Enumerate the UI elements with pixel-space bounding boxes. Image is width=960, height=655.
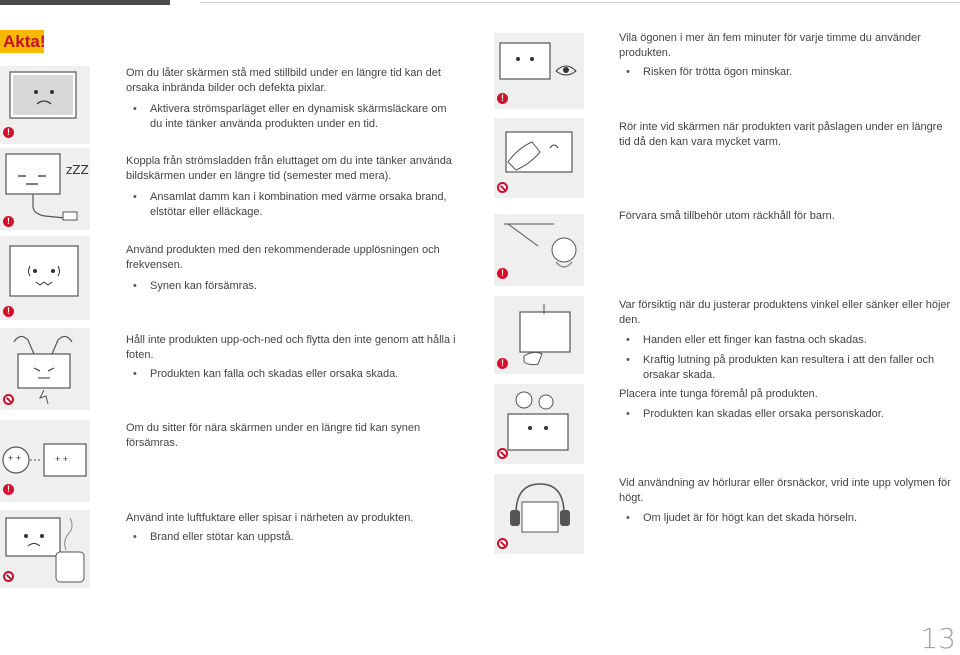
angle-bullet-1: • Handen eller ett finger kan fastna och skadas. xyxy=(619,333,957,348)
prohibit-icon xyxy=(3,394,14,405)
resolution-section xyxy=(126,243,461,294)
still-image-illustration xyxy=(0,66,90,144)
rest-eyes-illustration xyxy=(494,33,584,109)
prohibit-icon xyxy=(497,448,508,459)
unplug-text: Koppla från strömsladden från eluttaget om du inte tänker använda bildskärmen under en längre tid (semester med mera). xyxy=(126,155,452,182)
distance-section xyxy=(126,421,471,451)
humidifier-bullet: • Brand eller stötar kan uppstå. xyxy=(126,530,471,545)
heavy-objects-text: Placera inte tunga föremål på produkten. xyxy=(619,388,818,400)
prohibit-icon xyxy=(497,538,508,549)
humidifier-section xyxy=(126,511,471,545)
warning-icon xyxy=(3,484,14,495)
svg-text:zZZ: zZZ xyxy=(66,163,89,177)
unplug-bullet: • Ansamlat damm kan i kombination med värme orsaka brand, elstötar eller elläckage. xyxy=(126,190,461,220)
angle-illustration xyxy=(494,296,584,374)
warning-icon xyxy=(3,216,14,227)
resolution-illustration xyxy=(0,236,90,320)
svg-text:+ +: + + xyxy=(55,454,69,464)
heavy-objects-illustration xyxy=(494,384,584,464)
resolution-bullet: • Synen kan försämras. xyxy=(126,279,461,294)
still-image-section xyxy=(126,66,461,132)
hold-text: Håll inte produkten upp-och-ned och flytta den inte genom att hålla i foten. xyxy=(126,334,456,361)
prohibit-icon xyxy=(497,182,508,193)
headphones-bullet: • Om ljudet är för högt kan det skada hörseln. xyxy=(619,511,957,526)
header-bar xyxy=(0,0,170,5)
hot-screen-text: Rör inte vid skärmen när produkten varit påslagen under en längre tid då den kan vara mycket varm. xyxy=(619,121,943,148)
hot-screen-illustration xyxy=(494,118,584,198)
angle-text: Var försiktig när du justerar produktens vinkel eller sänker eller höjer den. xyxy=(619,299,951,326)
rest-eyes-bullet: • Risken för trötta ögon minskar. xyxy=(619,65,957,80)
hot-screen-section xyxy=(619,120,957,150)
heavy-objects-bullet: • Produkten kan skadas eller orsaka personskador. xyxy=(619,407,957,422)
header-rule xyxy=(200,2,960,3)
small-parts-text: Förvara små tillbehör utom räckhåll för barn. xyxy=(619,210,835,222)
angle-section xyxy=(619,298,957,383)
warning-icon xyxy=(497,93,508,104)
distance-illustration xyxy=(0,420,90,502)
headphones-section xyxy=(619,476,957,526)
headphones-text: Vid användning av hörlurar eller örsnäckor, vrid inte upp volymen för högt. xyxy=(619,477,951,504)
hold-bullet: • Produkten kan falla och skadas eller orsaka skada. xyxy=(126,367,471,382)
small-parts-illustration xyxy=(494,214,584,286)
angle-bullet-2: • Kraftig lutning på produkten kan resultera i att den faller och orsakar skada. xyxy=(619,353,957,383)
humidifier-text: Använd inte luftfuktare eller spisar i närheten av produkten. xyxy=(126,512,414,524)
small-parts-section xyxy=(619,209,957,224)
warning-icon xyxy=(3,127,14,138)
still-image-bullet: • Aktivera strömsparläget eller en dynamisk skärmsläckare om du inte tänker använda produkten under en tid. xyxy=(126,102,461,132)
unplug-illustration xyxy=(0,148,90,230)
still-image-text: Om du låter skärmen stå med stillbild under en längre tid kan det orsaka inbrända bilder och defekta pixlar. xyxy=(126,67,441,94)
svg-text:+ +: + + xyxy=(8,453,22,463)
rest-eyes-section xyxy=(619,31,957,80)
warning-icon xyxy=(497,358,508,369)
hold-illustration xyxy=(0,328,90,410)
rest-eyes-text: Vila ögonen i mer än fem minuter för varje timme du använder produkten. xyxy=(619,32,921,59)
heavy-objects-section xyxy=(619,387,957,422)
headphones-illustration xyxy=(494,474,584,554)
page-number: 13 xyxy=(920,622,956,655)
hold-section xyxy=(126,333,471,382)
distance-text: Om du sitter för nära skärmen under en längre tid kan synen försämras. xyxy=(126,422,421,449)
prohibit-icon xyxy=(3,571,14,582)
warning-icon xyxy=(497,268,508,279)
unplug-section xyxy=(126,154,461,220)
caution-label: Akta! xyxy=(0,30,44,53)
humidifier-illustration xyxy=(0,510,90,588)
warning-icon xyxy=(3,306,14,317)
resolution-text: Använd produkten med den rekommenderade upplösningen och frekvensen. xyxy=(126,244,440,271)
